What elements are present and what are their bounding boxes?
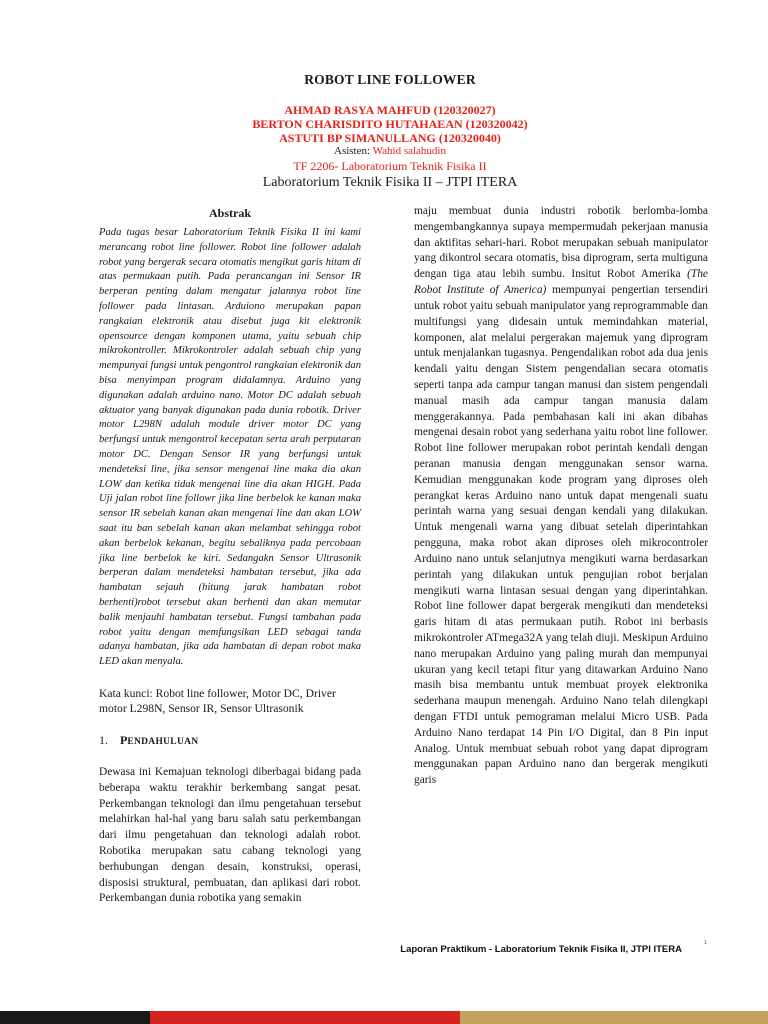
body-text-italic: (The Robot Institute of America): [414, 268, 708, 297]
section-title-rest: ENDAHULUAN: [127, 737, 199, 747]
paper-title: ROBOT LINE FOLLOWER: [304, 72, 476, 87]
body-text: mempunyai pengertian tersendiri untuk robot yaitu sebuah manipulator yang reprogrammable dan multifungsi yang didesain untuk memindahkan material, komponen, alat melalui pergerakan majemuk yang diprogram untuk menjalankan tugasnya. Pengendalikan robot ada dua jenis kendali yaitu dengan Sistem pengendalian secara otomatis seperti tanpa ada campur tangan manusi dan sistem pengendali manual masih ada campur tangan manusia dalam menggerakannya. Pada pembahasan kali ini akan dibahas mengenai desain robot yang sederhana yaitu robot line follower. Robot line follower merupakan robot perintah kendali dengan peranan manusia dengan menggunakan sensor warna. Kemudian menggunakan kode program yang diproses oleh perangkat keras Arduino nano untuk dapat mengenali suatu perintah warna yang sesuai dengan kendali yang dilakukan. Untuk mengenali warna yang dibuat setelah diperintahkan pengguna, maka robot akan diproses oleh mikrocontroler Arduino nano untuk selanjutnya mengikuti warna berdasarkan perintah yang dilakukan untuk pengujian robot berjalan mengikuti warna lintasan sesuai dengan yang diperintahkan. Robot line follower dapat bergerak mengikuti dan mendeteksi garis hitam di atas permukaan putih. Robot ini berbasis mikrokontroler ATmega32A yang telah diuji. Meskipun Arduino nano merupakan Arduino yang paling murah dan mempunyai ukuran yang kecil tetapi fitur yang ditawarkan Arduino Nano masih bisa membantu untuk membuat proyek elektronika sederhana maupun menengah. Arduino Nano telah dilengkapi dengan FTDI untuk pemograman melalui Micro USB. Pada Arduino Nano terdapat 14 Pin I/O Digital, dan 8 Pin input Analog. Untuk membuat sebuah robot yang dapat diprogram menggunakan papan Arduino nano dan bergerak mengikuti garis: [414, 284, 708, 787]
author-list: [60, 103, 720, 145]
footer-text: Laporan Praktikum - Laboratorium Teknik Fisika II, JTPI ITERA: [400, 944, 682, 955]
author-name: BERTON CHARISDITO HUTAHAEAN (120320042): [252, 117, 528, 131]
assistant-name: Wahid salahudin: [372, 145, 446, 157]
lab-name: Laboratorium Teknik Fisika II – JTPI ITERA: [262, 175, 518, 190]
section-number: 1.: [99, 733, 108, 747]
footer-bar-black: [0, 1011, 150, 1024]
author-name: AHMAD RASYA MAHFUD (120320027): [284, 103, 496, 117]
abstract-heading: Abstrak: [208, 206, 251, 220]
intro-paragraph: Dewasa ini Kemajuan teknologi diberbagai bidang pada beberapa waktu terakhir berkembang sangat pesat. Perkembangan teknologi dan ilmu pengetahuan tersebut melahirkan hal-hal yang baru salah satu perkembangan dari ilmu pengetahuan dan teknologi adalah robot. Robotika merupakan satu cabang teknologi yang berhubungan dengan desain, konstruksi, operasi, disposisi struktural, pembuatan, dan aplikasi dari robot. Perkembangan dunia robotika yang semakin: [99, 766, 361, 905]
abstract-text: Pada tugas besar Laboratorium Teknik Fisika II ini kami merancang robot line follower. Robot line follower adalah robot yang bergerak secara otomatis mengikut garis hitam di atas permukaan putih. Pada perancangan ini Sensor IR berperan penting dalam mengatur jalannya robot line follower pada lintasan. Arduiono merupakan papan rangkaian elektronik atau disebut juga kit elektronik opensource dengan komponen utama, yaitu sebuah chip mikrokontroller. Mikrokontroler adalah sebuah chip yang mempunyai fungsi untuk pengontrol rangkaian elektronik dan bisa menyimpan program didalamnya. Arduino yang digunakan adalah arduino nano. Motor DC adalah sebuah aktuator yang banyak digunakan pada dunia robotik. Driver motor L298N adalah module driver motor DC yang berfungsi untuk mengontrol kecepatan serta arah perputaran motor DC. Dengan Sensor IR yang berfungsi untuk mendeteksi line, jika sensor mengenai line maka dia akan LOW dan ketika tidak mengenai line dia akan HIGH. Pada Uji jalan robot line followr jika line berbelok ke kanan maka sensor IR sebelah kanan akan mengenai line dan akan LOW saat itu ban sebelah kanan akan melambat sehingga robot akan berbelok kekanan, begitu sebaliknya pada percobaan jika line berbelok ke kiri. Sedangakn Sensor Ultrasonik berperan dalam mendeteksi hambatan tersebut, jika ada hambatan sejauh (hitung jarak hambatan robot berhenti)robot tersebut akan berhenti dan akan memutar balik menjauhi hambatan tersebut. Fungsi tambahan pada robot yaitu dengan memfungsikan LED sebagai tanda adanya hambatan, jika ada hambatan di depan robot maka LED akan menyala.: [99, 227, 361, 668]
page-number: 1: [704, 940, 707, 946]
course-code: TF 2206- Laboratorium Teknik Fisika II: [293, 159, 487, 173]
section-title-initial: P: [120, 733, 128, 747]
footer-bar-red: [150, 1011, 460, 1024]
body-text: maju membuat dunia industri robotik berlomba-lomba mengembangkannya supaya mempermudah pekerjaan manusia dan aktifitas sehari-hari. Robot merupakan sebuah manipulator yang dikontrol secara otomatis, bisa diprogram, serta multiguna dengan tiga atau lebih sumbu. Insitut Robot Amerika: [414, 205, 708, 281]
assistant-label: Asisten:: [334, 145, 371, 157]
assistant-line: [60, 145, 720, 158]
section-heading: [99, 733, 361, 748]
author-name: ASTUTI BP SIMANULLANG (120320040): [279, 131, 501, 145]
right-column-text: [414, 204, 708, 789]
keywords: Kata kunci: Robot line follower, Motor DC, Driver motor L298N, Sensor IR, Sensor Ultrasonik: [99, 687, 336, 715]
footer-bar-gold: [460, 1011, 768, 1024]
